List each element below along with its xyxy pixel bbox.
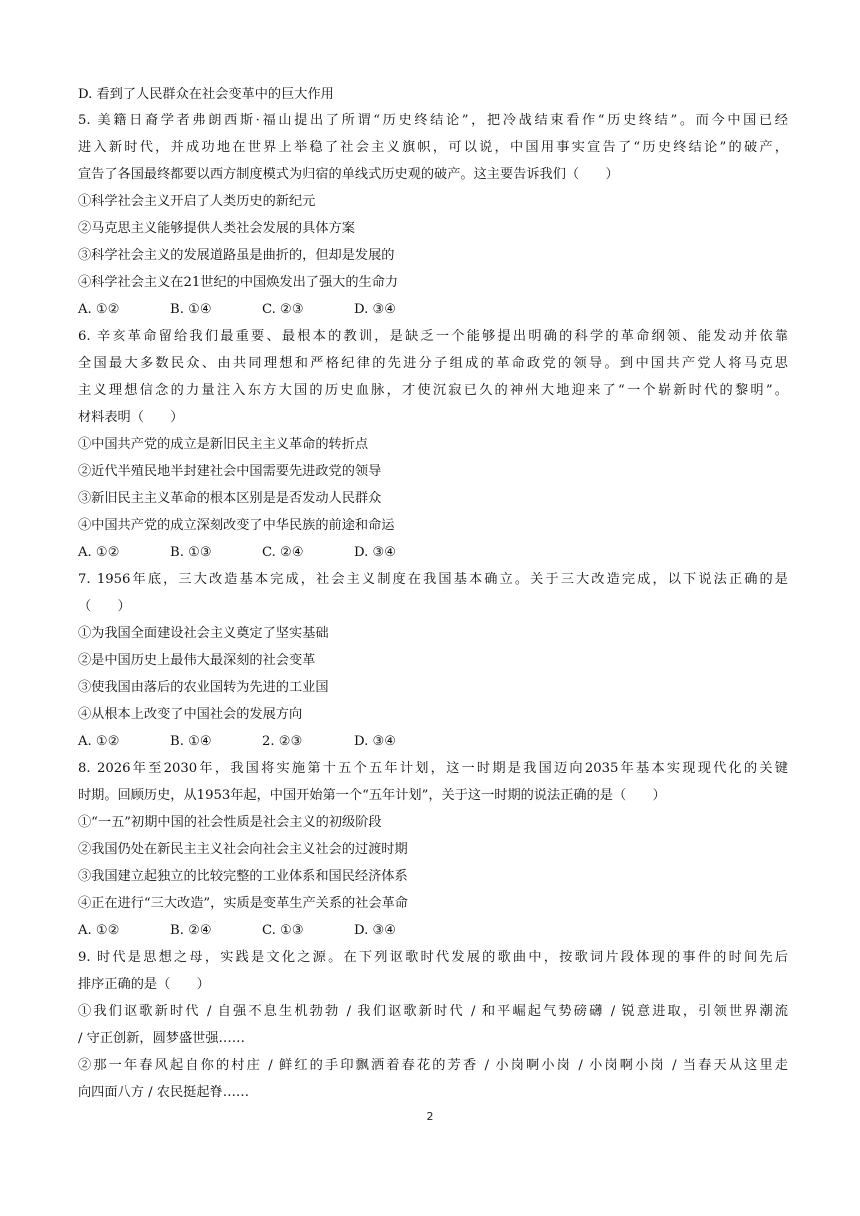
- statement-line: ③我国建立起独立的比较完整的工业体系和国民经济体系: [78, 869, 408, 884]
- statement-line: ③使我国由落后的农业国转为先进的工业国: [78, 680, 329, 695]
- option-c: C. ②③: [262, 302, 304, 317]
- statement-line: ③新旧民主主义革命的根本区别是是否发动人民群众: [78, 491, 382, 506]
- question-5-text: 5. 美籍日裔学者弗朗西斯·福山提出了所谓“历史终结论”，把冷战结束看作“历史终结”。而今中国已经: [78, 113, 788, 128]
- statement-line: ①科学社会主义开启了人类历史的新纪元: [78, 194, 316, 209]
- option-a: A. ①②: [78, 545, 120, 560]
- text-line: 排序正确的是（ ）: [78, 977, 210, 992]
- statement-line: ④从根本上改变了中国社会的发展方向: [78, 707, 303, 722]
- option-d: D. ③④: [354, 302, 397, 317]
- question-7-text: 7. 1956年底，三大改造基本完成，社会主义制度在我国基本确立。关于三大改造完成，以下说法正确的是: [78, 572, 788, 587]
- option-a: A. ①②: [78, 302, 120, 317]
- text-line: 时期。回顾历史，从1953年起，中国开始第一个“五年计划”，关于这一时期的说法正确的是（ ）: [78, 788, 666, 803]
- option-c: 2. ②③: [262, 734, 303, 749]
- statement-line: ②马克思主义能够提供人类社会发展的具体方案: [78, 221, 355, 236]
- statement-line: ③科学社会主义的发展道路虽是曲折的，但却是发展的: [78, 248, 395, 263]
- statement-line: ④科学社会主义在21世纪的中国焕发出了强大的生命力: [78, 275, 399, 290]
- statement-line: ②近代半殖民地半封建社会中国需要先进政党的领导: [78, 464, 382, 479]
- text-line: （ ）: [78, 599, 131, 614]
- text-line: 材料表明（ ）: [78, 410, 184, 425]
- answer-options-q5: [78, 301, 396, 319]
- text-line: 进入新时代，并成功地在世界上举稳了社会主义旗帜，可以说，中国用事实宣告了“历史终结论”的破产，: [78, 140, 788, 155]
- question-6-text: 6. 辛亥革命留给我们最重要、最根本的教训，是缺乏一个能够提出明确的科学的革命纲领、能发动并依靠: [78, 329, 788, 344]
- lyrics-line: / 守正创新，圆梦盛世强……: [78, 1031, 245, 1046]
- text-line: 全国最大多数民众、由共同理想和严格纪律的先进分子组成的革命政党的领导。到中国共产党人将马克思: [78, 356, 788, 371]
- answer-options-q8: [78, 922, 396, 940]
- option-b: B. ①④: [170, 302, 212, 317]
- answer-options-q6: [78, 544, 396, 562]
- statement-line: ④中国共产党的成立深刻改变了中华民族的前途和命运: [78, 518, 395, 533]
- statement-line: ①“一五”初期中国的社会性质是社会主义的初级阶段: [78, 815, 382, 830]
- text-line: 主义理想信念的力量注入东方大国的历史血脉，才使沉寂已久的神州大地迎来了“一个崭新时代的黎明”。: [78, 383, 788, 398]
- option-b: B. ①③: [170, 545, 212, 560]
- lyrics-line: ①我们讴歌新时代 / 自强不息生机勃勃 / 我们讴歌新时代 / 和平崛起气势磅礴 / 锐意进取，引领世界潮流: [78, 1004, 788, 1019]
- statement-line: ②我国仍处在新民主主义社会向社会主义社会的过渡时期: [78, 842, 408, 857]
- statement-line: ①为我国全面建设社会主义奠定了坚实基础: [78, 626, 329, 641]
- option-d: D. ③④: [354, 734, 397, 749]
- option-a: A. ①②: [78, 734, 120, 749]
- question-8-text: 8. 2026年至2030年，我国将实施第十五个五年计划，这一时期是我国迈向2035年基本实现现代化的关键: [78, 761, 788, 776]
- lyrics-line: ②那一年春风起自你的村庄 / 鲜红的手印飘洒着春花的芳香 / 小岗啊小岗 / 小岗啊小岗 / 当春天从这里走: [78, 1058, 788, 1073]
- answer-options-q7: [78, 733, 396, 751]
- text-line: 宣告了各国最终都要以西方制度模式为归宿的单线式历史观的破产。这主要告诉我们（ ）: [78, 167, 619, 182]
- question-9-text: 9. 时代是思想之母，实践是文化之源。在下列讴歌时代发展的歌曲中，按歌词片段体现的事件的时间先后: [78, 950, 788, 965]
- text-line: D. 看到了人民群众在社会变革中的巨大作用: [78, 87, 334, 102]
- option-c: C. ①③: [262, 923, 304, 938]
- page-number: 2: [426, 1110, 434, 1123]
- option-c: C. ②④: [262, 545, 304, 560]
- option-d: D. ③④: [354, 545, 397, 560]
- option-d: D. ③④: [354, 923, 397, 938]
- option-b: B. ②④: [170, 923, 212, 938]
- option-b: B. ①④: [170, 734, 212, 749]
- statement-line: ④正在进行“三大改造”，实质是变革生产关系的社会革命: [78, 896, 408, 911]
- statement-line: ①中国共产党的成立是新旧民主主义革命的转折点: [78, 437, 369, 452]
- option-a: A. ①②: [78, 923, 120, 938]
- statement-line: ②是中国历史上最伟大最深刻的社会变革: [78, 653, 316, 668]
- lyrics-line: 向四面八方 / 农民挺起脊……: [78, 1085, 250, 1100]
